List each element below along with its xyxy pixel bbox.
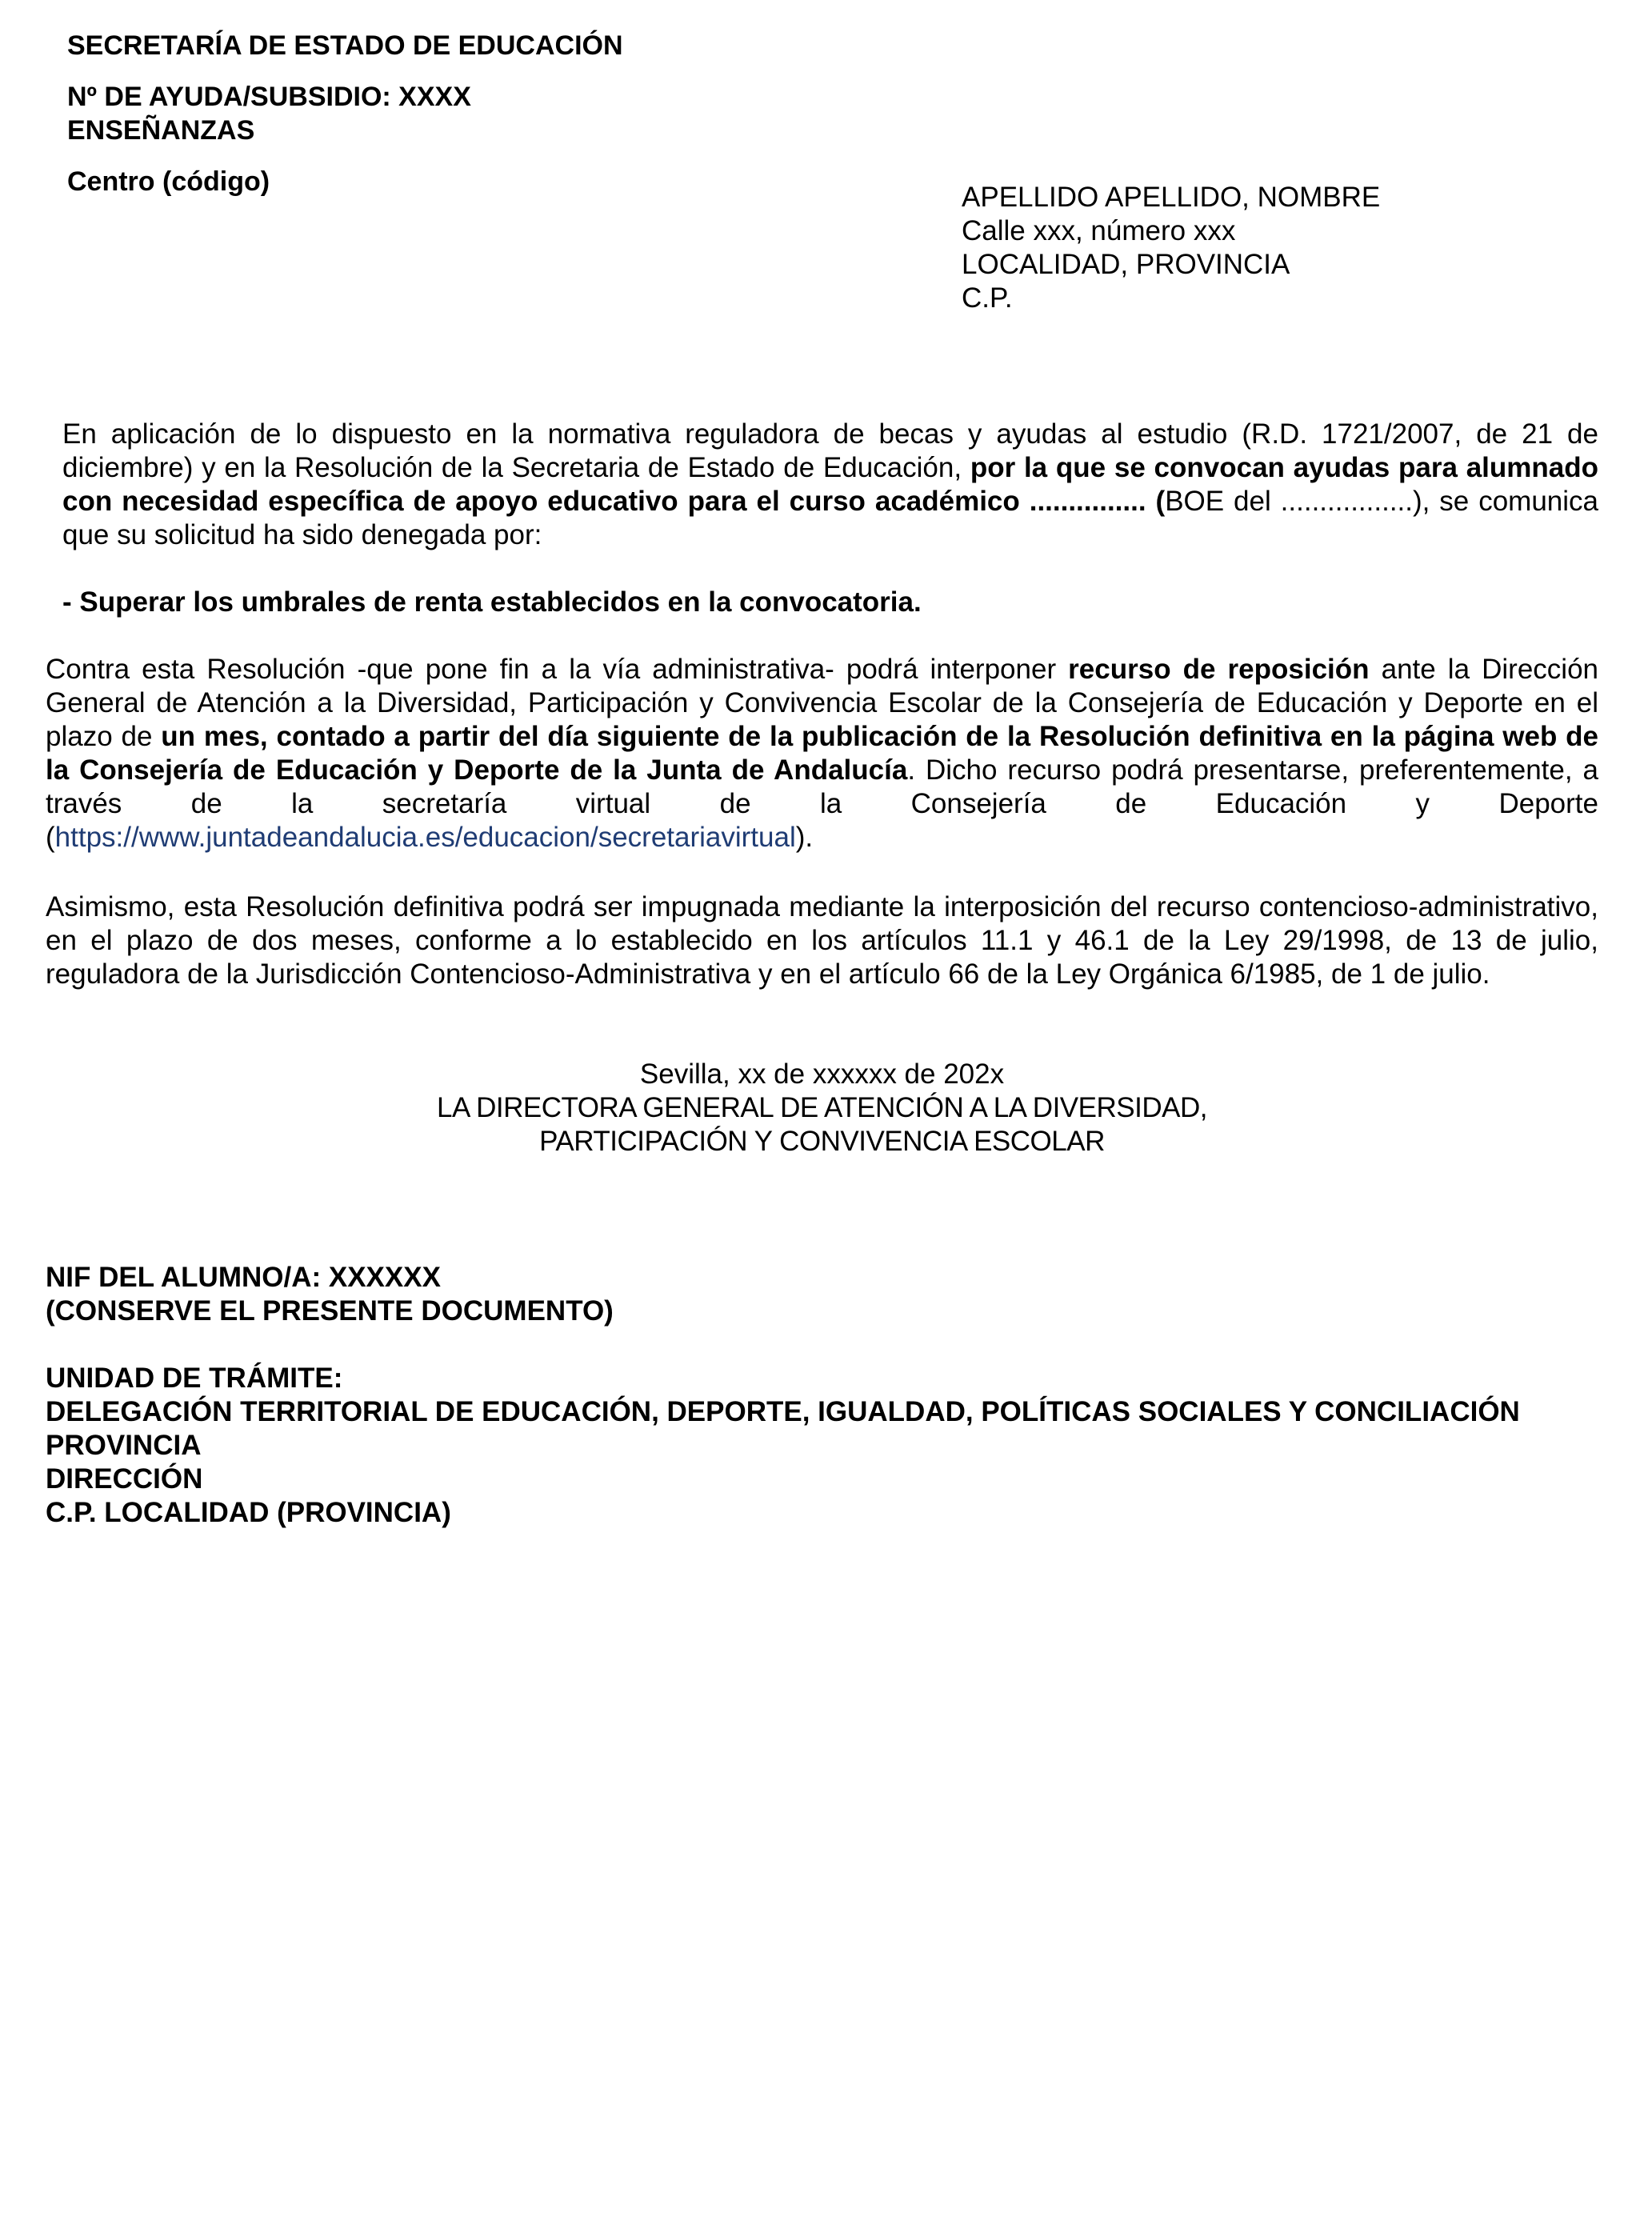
conserve-notice: (CONSERVE EL PRESENTE DOCUMENTO)	[46, 1295, 614, 1327]
unidad-delegacion: DELEGACIÓN TERRITORIAL DE EDUCACIÓN, DEPORTE, IGUALDAD, POLÍTICAS SOCIALES Y CONCILIACIÓN	[46, 1396, 1520, 1427]
recurso-text-bold-2: un mes, contado a partir del día siguiente de la publicación de la Resolución definitiva en la página web de la Consejería de Educación y Deporte de la Junta de Andalucía	[46, 721, 1598, 786]
intro-paragraph	[62, 418, 1598, 552]
header-ensenanzas: ENSEÑANZAS	[67, 115, 255, 146]
recurso-text-3: . Dicho recurso podrá presentarse, preferentemente, a través de la secretaría virtual de la Consejería de Educación y Deporte (	[46, 754, 1598, 853]
intro-text-2: BOE del .................), se comunica que su solicitud ha sido denegada por:	[62, 486, 1599, 550]
signature-title-line-1: LA DIRECTORA GENERAL DE ATENCIÓN A LA DIVERSIDAD,	[437, 1092, 1207, 1123]
nif-block	[46, 1261, 1598, 1328]
intro-text-bold: por la que se convocan ayudas para alumnado con necesidad específica de apoyo educativo para el curso académico ............... (	[62, 452, 1598, 517]
secretaria-virtual-link[interactable]: https://www.juntadeandalucia.es/educacion/secretariavirtual	[54, 822, 796, 853]
asimismo-paragraph: Asimismo, esta Resolución definitiva podrá ser impugnada mediante la interposición del recurso contencioso-administrativo, en el plazo de dos meses, conforme a lo establecido en los artículos 11.1 y 46.1 de la Ley 29/1998, de 13 de julio, reguladora de la Jurisdicción Contencioso-Administrativa y en el artículo 66 de la Ley Orgánica 6/1985, de 1 de julio.	[46, 891, 1598, 990]
header-secretaria: SECRETARÍA DE ESTADO DE EDUCACIÓN	[67, 30, 623, 61]
header-centro: Centro (código)	[67, 166, 270, 197]
signature-place-date: Sevilla, xx de xxxxxx de 202x	[639, 1058, 1005, 1090]
unidad-cp: C.P. LOCALIDAD (PROVINCIA)	[46, 1497, 451, 1528]
recurso-text-2: ante la Dirección General de Atención a la Diversidad, Participación y Convivencia Escolar de la Consejería de Educación y Deporte en el plazo de	[46, 654, 1598, 752]
document-header	[67, 29, 787, 198]
signature-block	[46, 1058, 1598, 1159]
unidad-provincia: PROVINCIA	[46, 1430, 202, 1461]
recipient-street: Calle xxx, número xxx	[962, 215, 1236, 246]
recurso-text-1: Contra esta Resolución -que pone fin a la vía administrativa- podrá interponer	[46, 654, 1069, 685]
recipient-address	[962, 181, 1570, 315]
denial-reason: - Superar los umbrales de renta establecidos en la convocatoria.	[62, 586, 922, 618]
unidad-tramite-block	[46, 1362, 1614, 1530]
recipient-postal-code: C.P.	[962, 282, 1013, 314]
nif-line: NIF DEL ALUMNO/A: XXXXXX	[46, 1262, 441, 1293]
header-ayuda-number: Nº DE AYUDA/SUBSIDIO: XXXX	[67, 82, 471, 112]
intro-text-1: En aplicación de lo dispuesto en la normativa reguladora de becas y ayudas al estudio (R.D. 1721/2007, de 21 de diciembre) y en la Resolución de la Secretaria de Estado de Educación,	[62, 418, 1598, 483]
recurso-text-4: ).	[795, 822, 814, 853]
signature-title-line-2: PARTICIPACIÓN Y CONVIVENCIA ESCOLAR	[539, 1126, 1105, 1157]
unidad-direccion: DIRECCIÓN	[46, 1463, 203, 1495]
recipient-name: APELLIDO APELLIDO, NOMBRE	[962, 182, 1381, 213]
recurso-paragraph	[46, 653, 1598, 854]
recurso-text-bold-1: recurso de reposición	[1068, 654, 1370, 685]
unidad-label: UNIDAD DE TRÁMITE:	[46, 1363, 343, 1394]
recipient-locality: LOCALIDAD, PROVINCIA	[962, 249, 1290, 280]
